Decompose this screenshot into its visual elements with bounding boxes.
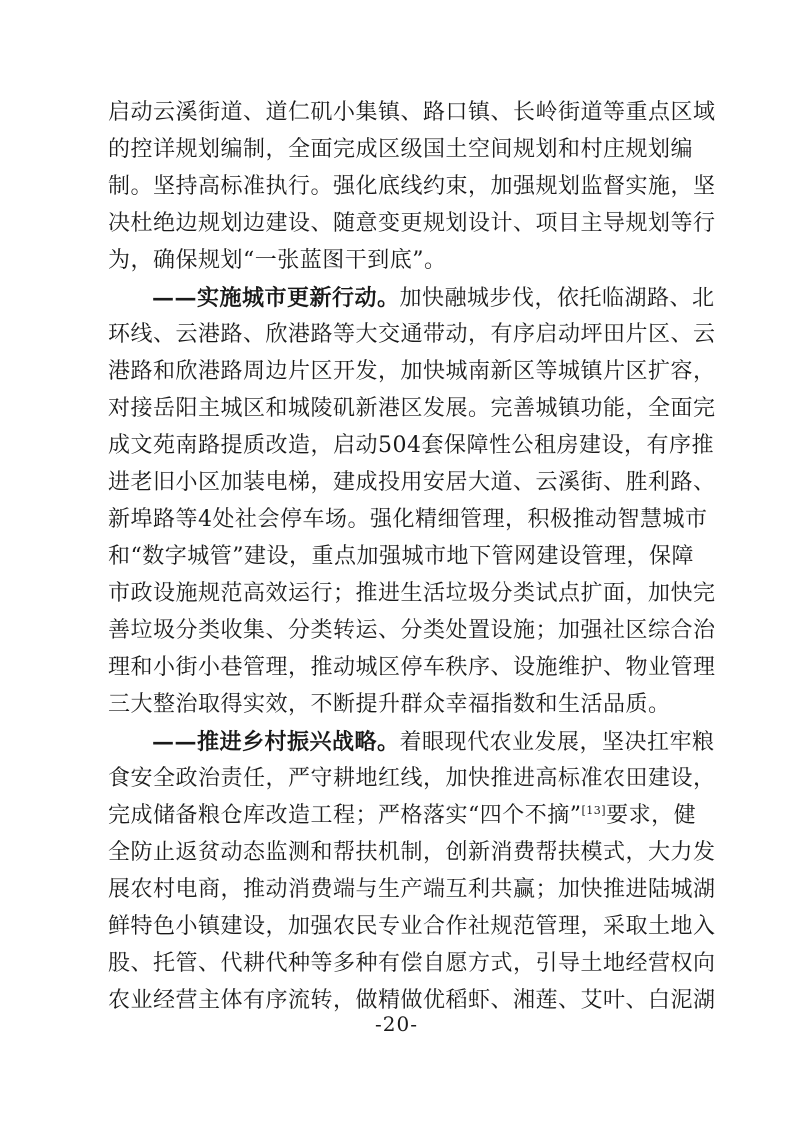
text-run: 加快融城步伐，依托临湖路、北	[399, 286, 715, 311]
text-line: 启动云溪街道、道仁矶小集镇、路口镇、长岭街道等重点区域	[108, 100, 716, 125]
section-first-line	[152, 724, 715, 760]
text-line: 新埠路等4处社会停车场。强化精细管理，积极推动智慧城市	[108, 507, 708, 532]
text-line	[108, 798, 697, 834]
footnote-ref: [13]	[581, 804, 607, 817]
page-number: -20-	[375, 1012, 418, 1036]
text-line: 鲜特色小镇建设，加强农民专业合作社规范管理，采取土地入	[108, 914, 716, 939]
text-line: 为，确保规划“一张蓝图干到底”。	[108, 248, 447, 273]
section-first-line	[152, 280, 715, 316]
text-line: 决杜绝边规划边建设、随意变更规划设计、项目主导规划等行	[108, 211, 716, 236]
text-line: 的控详规划编制，全面完成区级国土空间规划和村庄规划编	[108, 137, 694, 162]
text-line: 展农村电商，推动消费端与生产端互利共赢；加快推进陆城湖	[108, 877, 716, 902]
text-run: 着眼现代农业发展，坚决扛牢粮	[399, 730, 715, 755]
text-line: 善垃圾分类收集、分类转运、分类处置设施；加强社区综合治	[108, 618, 716, 643]
text-line: 进老旧小区加装电梯，建成投用安居大道、云溪街、胜利路、	[108, 470, 716, 495]
text-line: 食安全政治责任，严守耕地红线，加快推进高标准农田建设，	[108, 766, 716, 791]
text-run: 要求，健	[606, 803, 697, 828]
text-run: 完成储备粮仓库改造工程；严格落实“四个不摘”	[108, 803, 582, 828]
text-line: 制。坚持高标准执行。强化底线约束，加强规划监督实施，坚	[108, 174, 716, 199]
text-line: 和“数字城管”建设，重点加强城市地下管网建设管理，保障	[108, 544, 694, 569]
section-heading: ——实施城市更新行动。	[152, 285, 400, 311]
text-line: 成文苑南路提质改造，启动504套保障性公租房建设，有序推	[108, 433, 714, 458]
text-line: 理和小街小巷管理，推动城区停车秩序、设施维护、物业管理	[108, 655, 716, 680]
section-heading: ——推进乡村振兴战略。	[152, 729, 400, 755]
text-line: 环线、云港路、欣港路等大交通带动，有序启动坪田片区、云	[108, 322, 716, 347]
text-line: 市政设施规范高效运行；推进生活垃圾分类试点扩面，加快完	[108, 581, 716, 606]
text-line: 三大整治取得实效，不断提升群众幸福指数和生活品质。	[108, 692, 671, 717]
text-line: 港路和欣港路周边片区开发，加快城南新区等城镇片区扩容，	[108, 359, 716, 384]
text-line: 农业经营主体有序流转，做精做优稻虾、湘莲、艾叶、白泥湖	[108, 988, 716, 1013]
text-line: 对接岳阳主城区和城陵矶新港区发展。完善城镇功能，全面完	[108, 396, 716, 421]
text-line: 股、托管、代耕代种等多种有偿自愿方式，引导土地经营权向	[108, 951, 716, 976]
text-line: 全防止返贫动态监测和帮扶机制，创新消费帮扶模式，大力发	[108, 840, 716, 865]
